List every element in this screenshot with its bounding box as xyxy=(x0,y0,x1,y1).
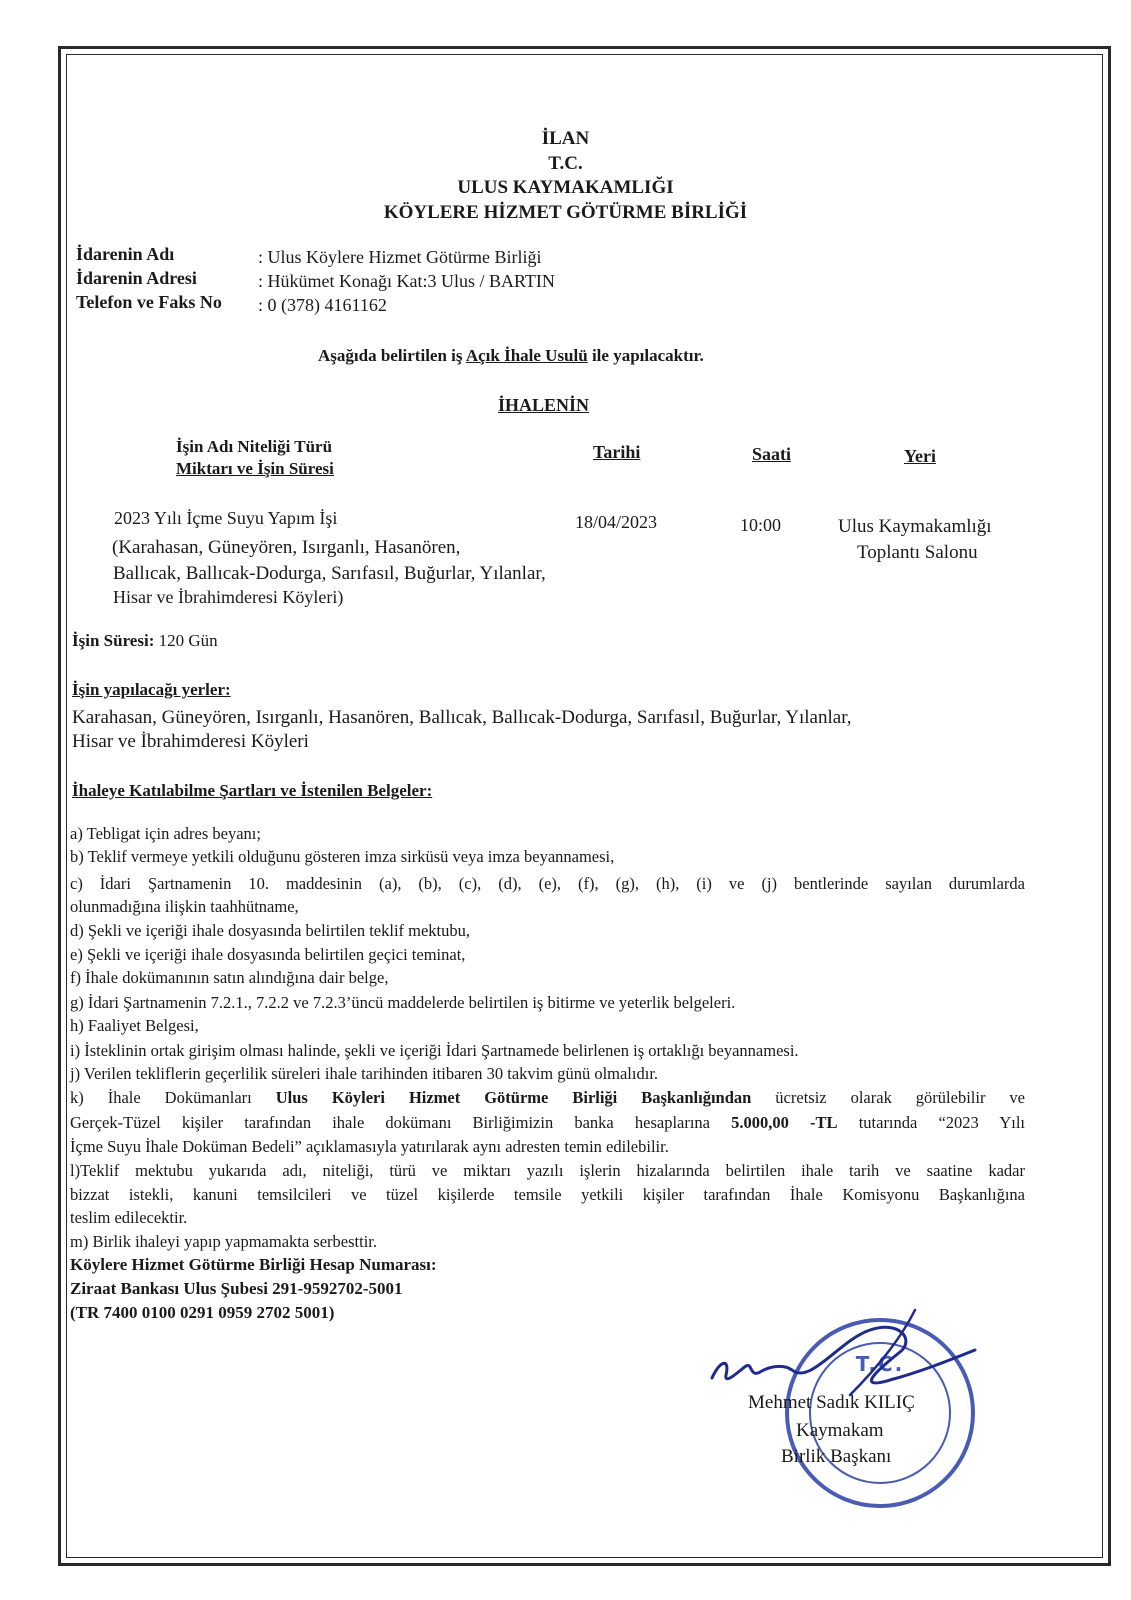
work-duration xyxy=(72,631,218,651)
account-bank: Ziraat Bankası Ulus Şubesi 291-9592702-5001 xyxy=(70,1279,403,1298)
tender-place-2: Toplantı Salonu xyxy=(857,542,978,563)
work-line-4: Hisar ve İbrahimderesi Köyleri) xyxy=(113,587,344,607)
info-name-label: İdarenin Adı xyxy=(76,244,175,264)
condition-k-3: İçme Suyu İhale Doküman Bedeli” açıklamasıyla yatırılarak aynı adresten temin edilebilir. xyxy=(70,1137,669,1156)
work-line-3: Ballıcak, Ballıcak-Dodurga, Sarıfasıl, Buğurlar, Yılanlar, xyxy=(113,563,546,584)
info-address-value: : Hükümet Konağı Kat:3 Ulus / BARTIN xyxy=(258,271,555,291)
condition-k-2b: 5.000,00 -TL xyxy=(731,1113,838,1132)
tender-date: 18/04/2023 xyxy=(575,512,658,532)
places-line-2: Hisar ve İbrahimderesi Köyleri xyxy=(72,731,309,752)
work-line-1: 2023 Yılı İçme Suyu Yapım İşi xyxy=(114,508,338,528)
intro-highlight: Açık İhale Usulü xyxy=(465,346,588,365)
signatory-name: Mehmet Sadık KILIÇ xyxy=(748,1392,915,1413)
col-place-header: Yeri xyxy=(904,446,936,466)
tender-time: 10:00 xyxy=(740,515,782,535)
account-title: Köylere Hizmet Götürme Birliği Hesap Numarası: xyxy=(70,1255,437,1274)
condition-k-1c: ücretsiz olarak görülebilir ve xyxy=(751,1088,1026,1107)
condition-b: b) Teklif vermeye yetkili olduğunu gösteren imza sirküsü veya imza beyannamesi, xyxy=(70,847,615,866)
places-line-1: Karahasan, Güneyören, Isırganlı, Hasanören, Ballıcak, Ballıcak-Dodurga, Sarıfasıl, Buğurlar, Yılanlar, xyxy=(72,707,852,728)
condition-i: i) İsteklinin ortak girişim olması halinde, şekli ve içeriği İdari Şartnamede belirlenen iş ortaklığı beyannamesi. xyxy=(70,1041,799,1060)
condition-c-1: c) İdari Şartnamenin 10. maddesinin (a), (b), (c), (d), (e), (f), (g), (h), (i) ve (j) bentlerinde sayılan durumlarda xyxy=(70,874,1025,893)
section-title: İHALENİN xyxy=(498,395,590,415)
work-line-2: (Karahasan, Güneyören, Isırganlı, Hasanören, xyxy=(112,537,461,558)
condition-l-3: teslim edilecektir. xyxy=(70,1208,188,1227)
account-iban: (TR 7400 0100 0291 0959 2702 5001) xyxy=(70,1303,335,1322)
info-address-label: İdarenin Adresi xyxy=(76,268,197,288)
doc-header-district: ULUS KAYMAKAMLIĞI xyxy=(457,177,674,198)
signatory-title-1: Kaymakam xyxy=(796,1420,884,1441)
condition-h: h) Faaliyet Belgesi, xyxy=(70,1016,199,1035)
col-date-header: Tarihi xyxy=(593,442,641,462)
duration-label: İşin Süresi: xyxy=(72,631,155,650)
condition-k-2 xyxy=(70,1113,1025,1133)
condition-k-2a: Gerçek-Tüzel kişiler tarafından ihale dokümanı Birliğimizin banka hesaplarına xyxy=(70,1113,732,1132)
intro-before: Aşağıda belirtilen iş xyxy=(318,346,466,365)
condition-k-1 xyxy=(70,1088,1025,1108)
intro-sentence xyxy=(318,346,704,366)
signatory-title-2: Birlik Başkanı xyxy=(781,1446,892,1467)
condition-l-1: l)Teklif mektubu yukarıda adı, niteliği, türü ve miktarı yazılı işlerin hizalarında belirtilen ihale tarih ve saatine kadar xyxy=(70,1161,1025,1180)
condition-c-2: olunmadığına ilişkin taahhütname, xyxy=(70,897,299,916)
condition-k-2c: tutarında “2023 Yılı xyxy=(837,1113,1025,1132)
condition-a: a) Tebligat için adres beyanı; xyxy=(70,824,261,843)
conditions-title: İhaleye Katılabilme Şartları ve İstenilen Belgeler: xyxy=(72,781,433,800)
condition-j: j) Verilen tekliflerin geçerlilik süreleri ihale tarihinden itibaren 30 takvim günü olmalıdır. xyxy=(70,1064,659,1083)
condition-m: m) Birlik ihaleyi yapıp yapmamakta serbesttir. xyxy=(70,1232,378,1251)
places-title: İşin yapılacağı yerler: xyxy=(72,680,231,699)
condition-e: e) Şekli ve içeriği ihale dosyasında belirtilen geçici teminat, xyxy=(70,945,466,964)
doc-title: İLAN xyxy=(541,128,590,149)
doc-header-tc: T.C. xyxy=(548,153,583,174)
stamp-text: T.C. xyxy=(855,1352,905,1376)
condition-f: f) İhale dokümanının satın alındığına dair belge, xyxy=(70,968,389,987)
condition-k-1b: Ulus Köyleri Hizmet Götürme Birliği Başkanlığından xyxy=(275,1088,752,1107)
col-work-header-1: İşin Adı Niteliği Türü xyxy=(176,437,333,456)
condition-g: g) İdari Şartnamenin 7.2.1., 7.2.2 ve 7.2.3’üncü maddelerde belirtilen iş bitirme ve yeterlik belgeleri. xyxy=(70,993,736,1012)
info-name-value: : Ulus Köylere Hizmet Götürme Birliği xyxy=(258,247,542,267)
col-time-header: Saati xyxy=(752,444,792,464)
info-phone-value: : 0 (378) 4161162 xyxy=(258,295,387,315)
intro-after: ile yapılacaktır. xyxy=(587,346,704,365)
info-phone-label: Telefon ve Faks No xyxy=(76,292,222,312)
doc-header-union: KÖYLERE HİZMET GÖTÜRME BİRLİĞİ xyxy=(383,202,748,223)
col-work-header-2: Miktarı ve İşin Süresi xyxy=(176,459,334,478)
duration-value: 120 Gün xyxy=(154,631,218,650)
condition-d: d) Şekli ve içeriği ihale dosyasında belirtilen teklif mektubu, xyxy=(70,921,471,940)
tender-place-1: Ulus Kaymakamlığı xyxy=(838,516,992,537)
condition-l-2: bizzat istekli, kanuni temsilcileri ve tüzel kişilerde temsile yetkili kişiler tarafından İhale Komisyonu Başkanlığına xyxy=(70,1185,1025,1204)
condition-k-1a: k) İhale Dokümanları xyxy=(70,1088,276,1107)
